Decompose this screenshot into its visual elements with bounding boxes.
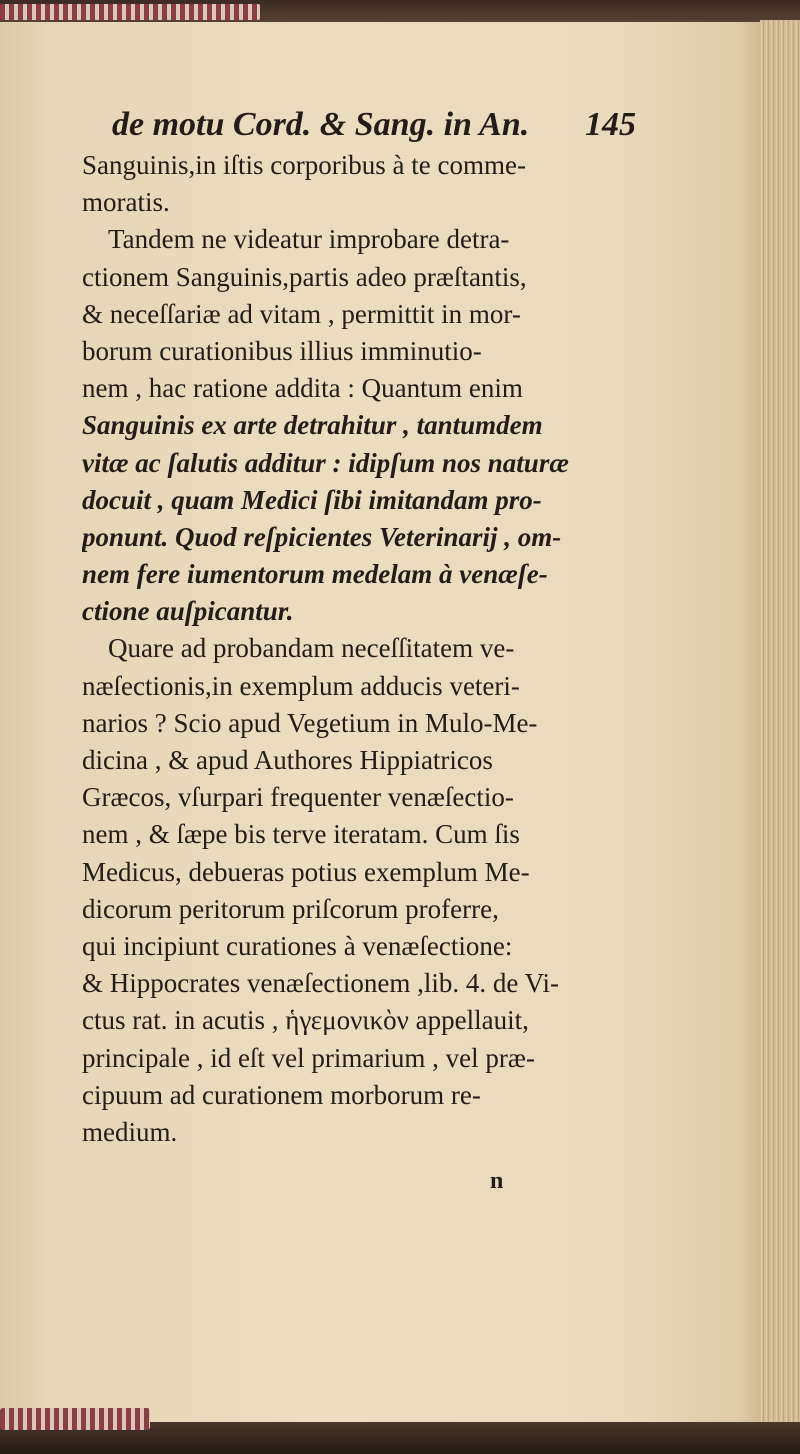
- text-line: dicorum peritorum priſcorum proferre,: [82, 893, 499, 924]
- text-line: & neceſſariæ ad vitam , permittit in mor-: [82, 298, 521, 329]
- text-line: nem , & ſæpe bis terve iteratam. Cum ſis: [82, 819, 520, 850]
- top-headband: [0, 4, 260, 20]
- text-line: medium.: [82, 1116, 178, 1147]
- text-line: nem , hac ratione addita : Quantum enim: [82, 373, 523, 404]
- text-line: docuit , quam Medici ſibi imitandam pro-: [82, 484, 542, 515]
- signature-mark: n: [490, 1168, 504, 1194]
- text-line: ponunt. Quod reſpicientes Veterinarij , om-: [82, 521, 562, 552]
- text-line: principale , id eſt vel primarium , vel præ-: [82, 1042, 535, 1073]
- text-line: ctionem Sanguinis,partis adeo præſtantis,: [82, 261, 527, 292]
- text-line: Sanguinis ex arte detrahitur , tantumdem: [82, 410, 543, 441]
- text-line: vitæ ac ſalutis additur : idipſum nos naturæ: [82, 447, 569, 478]
- page-edges: [760, 20, 800, 1430]
- text-line: & Hippocrates venæſectionem ,lib. 4. de Vi-: [82, 968, 560, 999]
- text-line: Tandem ne videatur improbare detra-: [108, 224, 510, 255]
- running-head: [112, 106, 636, 144]
- bottom-headband: [0, 1408, 150, 1430]
- text-line: Græcos, vſurpari frequenter venæſectio-: [82, 782, 514, 813]
- text-line: næſectionis,in exemplum adducis veteri-: [82, 670, 520, 701]
- text-line: ctione auſpicantur.: [82, 596, 294, 627]
- text-line: Quare ad probandam neceſſitatem ve-: [108, 633, 515, 664]
- text-line: moratis.: [82, 187, 170, 218]
- running-head-title: de motu Cord. & Sang. in An.: [112, 106, 530, 143]
- text-line: ctus rat. in acutis , ἡγεμονικὸν appellauit,: [82, 1005, 529, 1036]
- text-line: dicina , & apud Authores Hippiatricos: [82, 745, 493, 775]
- text-line: cipuum ad curationem morborum re-: [82, 1079, 481, 1110]
- text-line: Medicus, debueras potius exemplum Me-: [82, 856, 530, 887]
- text-line: narios ? Scio apud Vegetium in Mulo-Me-: [82, 707, 538, 738]
- text-line: borum curationibus illius imminutio-: [82, 335, 482, 366]
- text-line: qui incipiunt curationes à venæſectione:: [82, 930, 513, 961]
- page-number: 145: [585, 106, 636, 143]
- text-line: nem fere iumentorum medelam à venæſe-: [82, 559, 548, 590]
- text-line: Sanguinis,in iſtis corporibus à te comme-: [82, 150, 526, 180]
- body-text: [82, 150, 627, 1154]
